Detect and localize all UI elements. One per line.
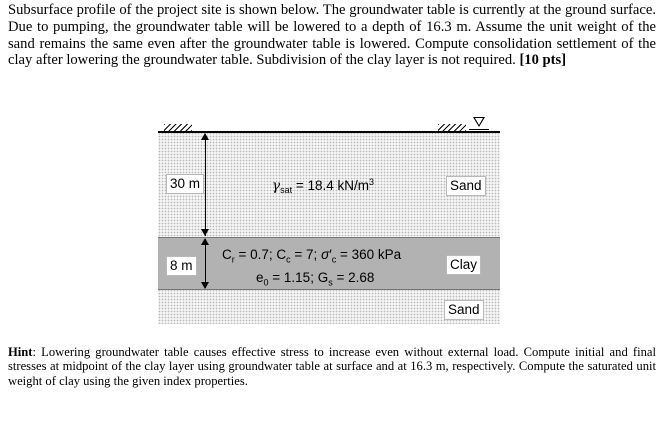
sand-label: Sand <box>446 176 486 196</box>
clay-thickness-label: 8 m <box>166 256 197 276</box>
arrow-down-icon <box>201 282 209 289</box>
hint-label: Hint <box>8 345 33 359</box>
clay-label: Clay <box>446 255 481 275</box>
arrow-up-icon <box>201 133 209 140</box>
arrow-up-icon <box>201 238 209 245</box>
groundwater-table-mark <box>469 129 489 130</box>
hint-block <box>8 345 656 388</box>
clay-props-line1: $C_r = 0.7$; $C_c = 7$; $\sigma'_c = 360$ kPa <box>222 247 402 265</box>
clay-thickness-dimension-line <box>205 239 206 288</box>
ground-surface-line <box>158 131 500 133</box>
hint-text: : Lowering groundwater table causes effective stress to increase even without external load. Compute initial and final stresses at midpoint of the clay layer using groundwater table at surface and at 16.3 m, respectively. Compute the saturated unit weight of clay using the given index properties. <box>8 345 656 388</box>
problem-text: Subsurface profile of the project site is shown below. The groundwater table is currently at the ground surface. Due to pumping, the groundwater table will be lowered to a depth of 16.3 m. Assume the unit weight of the sand remains the same even after the groundwater table is lowered. Compute consolidation settlement of the clay after lowering the groundwater table. Subdivision of the clay layer is not required. <box>8 2 656 69</box>
sand-unit-weight: $\gamma_{sat} = 18.4$ $kN/m^3$ <box>272 177 375 195</box>
sand-thickness-dimension-line <box>205 134 206 236</box>
bottom-sand-label: Sand <box>444 300 484 320</box>
clay-props-line2: $e_0 = 1.15$; $G_s = 2.68$ <box>256 269 375 288</box>
arrow-down-icon <box>201 229 209 236</box>
ground-hatch-right <box>438 124 466 131</box>
clay-properties <box>222 246 418 291</box>
sand-clay-boundary <box>158 237 500 238</box>
problem-points: [10 pts] <box>519 52 567 69</box>
groundwater-table-icon <box>473 117 485 127</box>
sand-thickness-label: 30 m <box>166 174 204 194</box>
ground-hatch-left <box>164 124 192 131</box>
problem-statement <box>8 2 656 69</box>
